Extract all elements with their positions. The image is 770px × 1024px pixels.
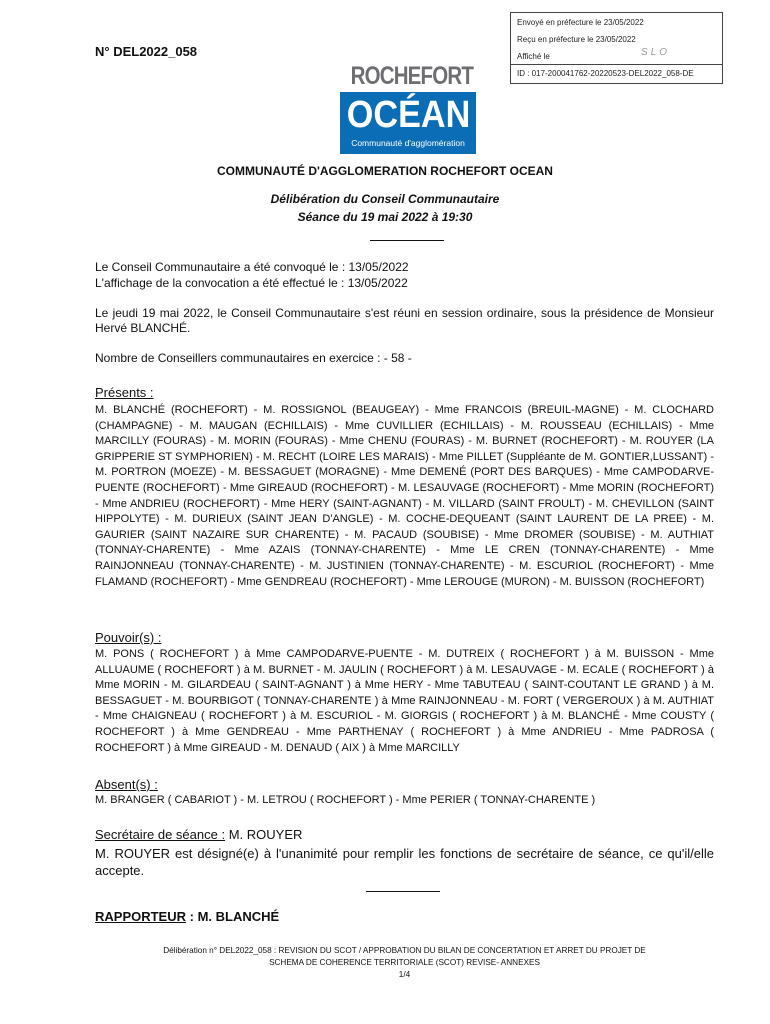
- secretaire-text: M. ROUYER est désigné(e) à l'unanimité pour remplir les fonctions de secrétaire de séance, ce qu'il/elle accepte.: [95, 846, 714, 878]
- seance-date: Séance du 19 mai 2022 à 19:30: [297, 210, 473, 224]
- presents-heading: Présents :: [95, 385, 154, 400]
- convocation-date: Le Conseil Communautaire a été convoqué le : 13/05/2022: [95, 260, 409, 274]
- footer-line-1: Délibération n° DEL2022_058 : REVISION DU SCOT / APPROBATION DU BILAN DE CONCERTATION ET ARRET DU PROJET DE: [163, 946, 646, 955]
- rapporteur-separator: :: [186, 909, 198, 924]
- rapporteur-line: [95, 909, 714, 924]
- logo-rochefort: ROCHEFORT: [350, 62, 474, 90]
- prefecture-stamp: [510, 12, 723, 84]
- rapporteur-label: RAPPORTEUR: [95, 909, 187, 924]
- pouvoirs-heading: Pouvoir(s) :: [95, 630, 162, 645]
- absents-list: M. BRANGER ( CABARIOT ) - M. LETROU ( ROCHEFORT ) - Mme PERIER ( TONNAY-CHARENTE ): [95, 794, 596, 806]
- rapporteur-name: M. BLANCHÉ: [197, 909, 280, 924]
- page-footer: [95, 945, 714, 981]
- stamp-recu: Reçu en préfecture le 23/05/2022: [517, 35, 636, 44]
- secretaire-label: Secrétaire de séance :: [95, 827, 226, 842]
- stamp-affiche: Affiché le: [517, 52, 550, 61]
- session-intro: Le jeudi 19 mai 2022, le Conseil Communautaire s'est réuni en session ordinaire, sous la présidence de Monsieur Hervé BLANCHÉ.: [95, 306, 714, 335]
- stamp-divider: [511, 64, 722, 65]
- member-count: Nombre de Conseillers communautaires en exercice : - 58 -: [95, 351, 412, 365]
- presents-list: M. BLANCHÉ (ROCHEFORT) - M. ROSSIGNOL (BEAUGEAY) - Mme FRANCOIS (BREUIL-MAGNE) - M. CLOCHARD (CHAMPAGNE) - M. MAUGAN (ECHILLAIS) - Mme CUVILLIER (ECHILLAIS) - M. ROUSSEAU (ECHILLAIS) - Mme MARCILLY (FOURAS) - M. MORIN (FOURAS) - Mme CHENU (FOURAS) - M. BURNET (ROCHEFORT) - M. ROUYER (LA GRIPPERIE ST SYMPHORIEN) - M. RECHT (LOIRE LES MARAIS) - Mme PILLET (Suppléante de M. GONTIER,LUSSANT) - M. PORTRON (MOEZE) - M. BESSAGUET (MORAGNE) - Mme DEMENÉ (PORT DES BARQUES) - Mme CAMPODARVE-PUENTE (ROCHEFORT) - Mme GIREAUD (ROCHEFORT) - M. LESAUVAGE (ROCHEFORT) - Mme MORIN (ROCHEFORT) - Mme ANDRIEU (ROCHEFORT) - Mme HERY (SAINT-AGNANT) - M. VILLARD (SAINT FROULT) - M. CHEVILLON (SAINT HIPPOLYTE) - M. DURIEUX (SAINT JEAN D'ANGLE) - M. COCHE-DEQUEANT (SAINT LAURENT DE LA PREE) - M. GAURIER (SAINT NAZAIRE SUR CHARENTE) - M. PACAUD (SOUBISE) - Mme DROMER (SOUBISE) - M. AUTHIAT (TONNAY-CHARENTE) - Mme AZAIS (TONNAY-CHARENTE) - Mme LE CREN (TONNAY-CHARENTE) - Mme RAINJONNEAU (TONNAY-CHARENTE) - M. JUSTINIEN (TONNAY-CHARENTE) - M. ESCURIOL (ROCHEFORT) - Mme FLAMAND (ROCHEFORT) - Mme GENDREAU (ROCHEFORT) - Mme LEROUGE (MURON) - M. BUISSON (ROCHEFORT): [95, 404, 714, 588]
- separator-rule-2: [366, 891, 440, 892]
- stamp-envoye: Envoyé en préfecture le 23/05/2022: [517, 18, 644, 27]
- affichage-date: L'affichage de la convocation a été effectué le : 13/05/2022: [95, 276, 408, 290]
- rochefort-ocean-logo: [338, 62, 478, 154]
- pouvoirs-list: M. PONS ( ROCHEFORT ) à Mme CAMPODARVE-PUENTE - M. DUTREIX ( ROCHEFORT ) à M. BUISSON - Mme ALLUAUME ( ROCHEFORT ) à M. BURNET - M. JAULIN ( ROCHEFORT ) à M. LESAUVAGE - M. ECALE ( ROCHEFORT ) à Mme MORIN - M. GILARDEAU ( SAINT-AGNANT ) à Mme HERY - Mme TABUTEAU ( SAINT-COUTANT LE GRAND ) à M. BESSAGUET - M. BOURBIGOT ( TONNAY-CHARENTE ) à Mme RAINJONNEAU - M. FORT ( VERGEROUX ) à M. AUTHIAT - Mme CHAIGNEAU ( ROCHEFORT ) à M. ESCURIOL - M. GIORGIS ( ROCHEFORT ) à M. BLANCHÉ - Mme COUSTY ( ROCHEFORT ) à Mme GENDREAU - Mme PARTHENAY ( ROCHEFORT ) à Mme ANDRIEU - Mme PADROSA ( ROCHEFORT ) à Mme GIREAUD - M. DENAUD ( AIX ) à Mme MARCILLY: [95, 648, 714, 754]
- logo-subtitle: Communauté d'agglomération: [351, 138, 465, 148]
- separator-rule: [370, 240, 444, 241]
- secretaire-line: [95, 827, 714, 842]
- stamp-signature: SLO: [641, 47, 671, 58]
- organisation-title: COMMUNAUTÉ D'AGGLOMERATION ROCHEFORT OCEAN: [217, 164, 553, 178]
- logo-ocean: OCÉAN: [346, 94, 471, 136]
- deliberation-number: N° DEL2022_058: [95, 44, 198, 59]
- logo-box: [340, 92, 476, 154]
- footer-line-2: SCHEMA DE COHERENCE TERRITORIALE (SCOT) REVISE- ANNEXES: [269, 958, 540, 967]
- stamp-id: ID : 017-200041762-20220523-DEL2022_058-DE: [517, 69, 694, 78]
- page-number: 1/4: [398, 970, 411, 979]
- secretaire-name: M. ROUYER: [228, 827, 303, 842]
- deliberation-title: Délibération du Conseil Communautaire: [270, 192, 500, 206]
- absents-heading: Absent(s) :: [95, 777, 158, 792]
